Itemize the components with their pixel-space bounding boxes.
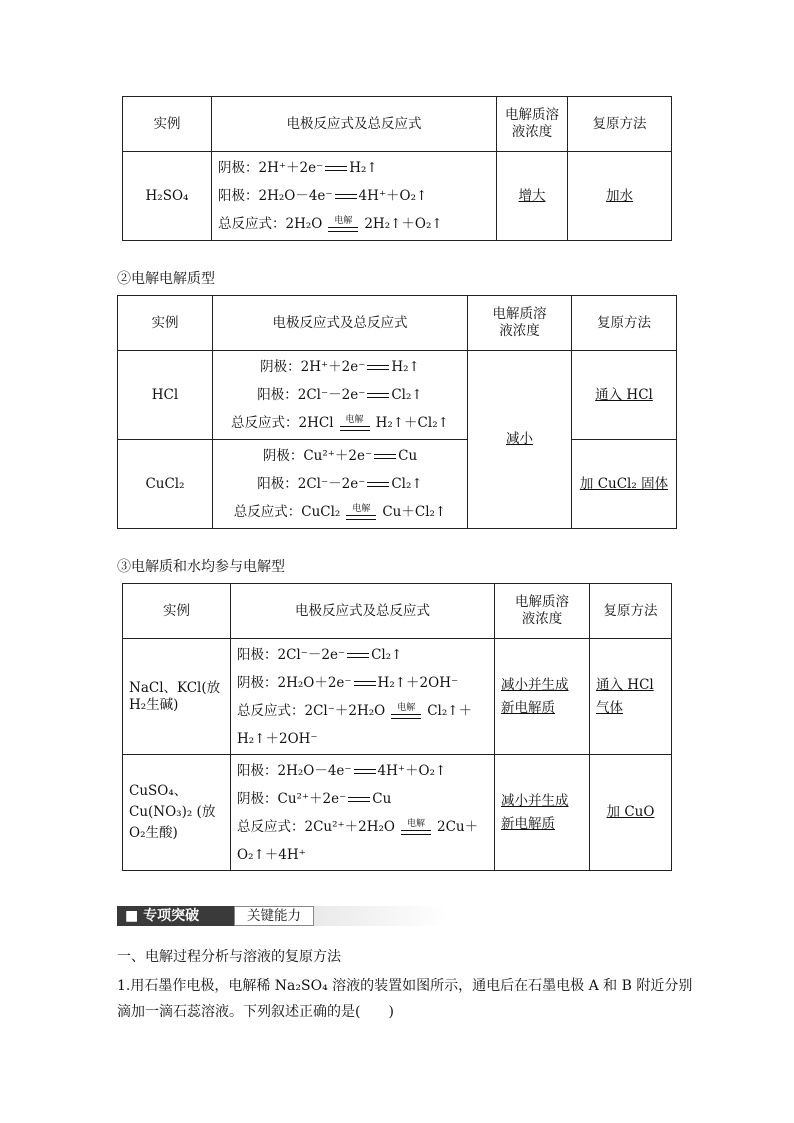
header-method: 复原方法 [590,584,672,639]
reaction-cell [212,152,497,241]
total-equation: 总反应式：2Cu²⁺＋2H₂O 电解 2Cu＋ [237,818,479,835]
heading: 一、电解过程分析与溶液的复原方法 [117,949,341,965]
cathode-equation: 阴极：2H⁺＋2e⁻ H₂↑ [260,359,420,375]
anode-equation: 阳极：2Cl⁻－2e⁻ Cl₂↑ [257,476,423,492]
method-cell: 加 CuCl₂ 固体 [572,440,677,529]
header-example: 实例 [118,296,213,351]
table-header-row [123,584,672,639]
banner-label: ■ 专项突破 [117,906,234,926]
table-sulfuric-acid [122,96,672,241]
header-example: 实例 [123,97,212,152]
table-both-type [122,583,672,871]
table-header-row [118,296,677,351]
anode-equation: 阳极：2H₂O－4e⁻ 4H⁺＋O₂↑ [237,762,447,779]
cathode-equation: 阴极：Cu²⁺＋2e⁻ Cu [237,790,392,807]
anode-equation: 阳极：2Cl⁻－2e⁻ Cl₂↑ [237,646,403,663]
electrolysis-sign: 电解 [346,505,376,520]
section-title-electrolyte: ②电解电解质型 [117,271,215,287]
section-banner [117,903,431,929]
section-title-both: ③电解质和水均参与电解型 [117,559,285,575]
electrolysis-sign: 电解 [340,416,370,431]
total-equation: 总反应式：2Cl⁻＋2H₂O 电解 Cl₂↑＋ [237,702,473,719]
method-cell: 通入 HCl 气体 [590,639,672,755]
question-line-1: 1.用石墨作电极，电解稀 Na₂SO₄ 溶液的装置如图所示，通电后在石墨电极 A 和 B 附近分别 [117,978,693,994]
total-equation: 总反应式：CuCl₂ 电解 Cu＋Cl₂↑ [233,504,447,520]
example-cell: NaCl、KCl(放 H₂生碱) [123,639,231,755]
question-line-2: 滴加一滴石蕊溶液。下列叙述正确的是( ) [117,1004,394,1020]
example-cell: HCl [118,351,213,440]
table-row [123,639,672,755]
table-row [123,755,672,871]
total-equation: 总反应式：2H₂O 电解 2H₂↑＋O₂↑ [218,216,443,232]
method-cell: 通入 HCl [572,351,677,440]
header-method: 复原方法 [572,296,677,351]
header-reactions: 电极反应式及总反应式 [212,97,497,152]
concentration-cell: 减小 [468,351,572,529]
cathode-equation: 阴极：Cu²⁺＋2e⁻ Cu [262,448,418,464]
electrolysis-sign: 电解 [328,217,358,232]
header-reactions: 电极反应式及总反应式 [231,584,495,639]
cathode-equation: 阴极：2H⁺＋2e⁻ H₂↑ [218,160,378,176]
reaction-cell [231,755,495,871]
banner-sub: 关键能力 [234,906,447,926]
header-reactions: 电极反应式及总反应式 [213,296,468,351]
example-cell: H₂SO₄ [123,152,212,241]
table-row [123,152,672,241]
concentration-cell: 减小并生成 新电解质 [495,639,590,755]
header-concentration: 电解质溶 液浓度 [468,296,572,351]
reaction-cell [213,351,468,440]
header-method: 复原方法 [568,97,672,152]
method-cell: 加 CuO [590,755,672,871]
reaction-cell [231,639,495,755]
example-cell: CuSO₄、 Cu(NO₃)₂ (放 O₂生酸) [123,755,231,871]
concentration-cell: 减小并生成 新电解质 [495,755,590,871]
table-row [118,440,677,529]
method-cell: 加水 [568,152,672,241]
concentration-cell: 增大 [497,152,568,241]
example-cell: CuCl₂ [118,440,213,529]
electrolysis-sign: 电解 [391,704,421,719]
reaction-cell [213,440,468,529]
electrolysis-sign: 电解 [401,820,431,835]
anode-equation: 阳极：2H₂O－4e⁻ 4H⁺＋O₂↑ [218,188,428,204]
total-equation: 总反应式：2HCl 电解 H₂↑＋Cl₂↑ [231,415,449,431]
cathode-equation: 阴极：2H₂O＋2e⁻ H₂↑＋2OH⁻ [237,674,459,691]
header-example: 实例 [123,584,231,639]
table-electrolyte-type [117,295,677,529]
anode-equation: 阳极：2Cl⁻－2e⁻ Cl₂↑ [257,387,423,403]
total-equation-cont: H₂↑＋2OH⁻ [237,730,318,747]
header-concentration: 电解质溶 液浓度 [495,584,590,639]
header-concentration: 电解质溶 液浓度 [497,97,568,152]
table-row [118,351,677,440]
table-header-row [123,97,672,152]
total-equation-cont: O₂↑＋4H⁺ [237,846,306,863]
